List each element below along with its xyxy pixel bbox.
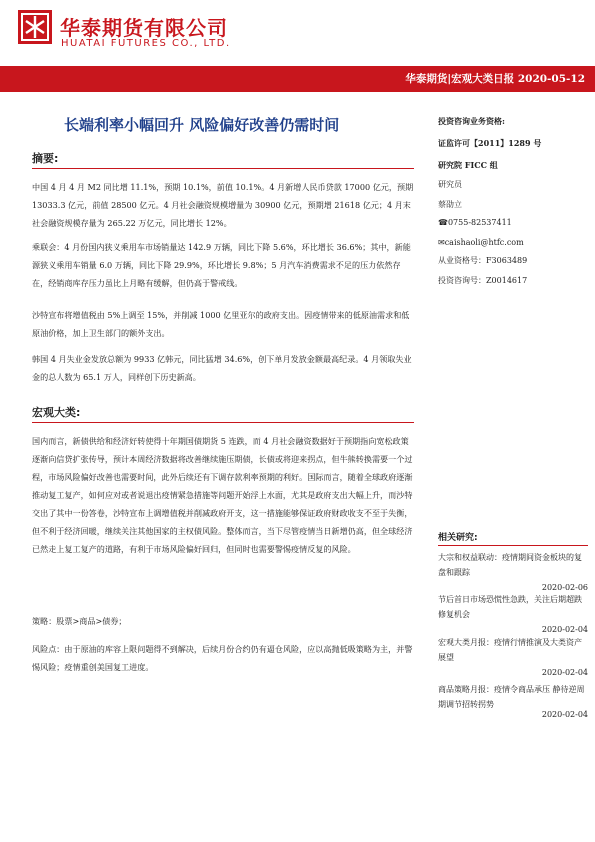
- sidebar-practice-id: 从业资格号：F3063489: [438, 256, 528, 265]
- summary-rule: [32, 168, 414, 169]
- related-item-title[interactable]: 宏观大类月报：疫情行情推演及大类资产展望: [438, 638, 582, 662]
- company-logo: [18, 10, 52, 44]
- summary-paragraph: 沙特宣布将增值税由 5%上调至 15%，并削减 1000 亿里亚尔的政府支出。因疫情带来的低原油需求和低原油价格，加上卫生部门的额外支出。: [32, 310, 410, 338]
- sidebar-team: 研究院 FICC 组: [438, 160, 498, 170]
- strategy-line: 策略：股票>商品>债券；: [32, 616, 127, 626]
- macro-rule: [32, 422, 414, 423]
- macro-paragraph: 国内而言，新债供给和经济好转使得十年期国债期货 5 连跌，而 4 月社会融资数据好于预期指向宽松政策逐渐向信贷扩张传导，预计本周经济数据将改善继续施压期债，长债或将迎来拐点，但牛熊转换需要一个过程，市场风险偏好改善也需要时间，此外后续还有下调存款利率预期的利好。国际而言，随着全球政府逐渐推动复工复产，如何应对或者说退出疫情紧急措施等问题开始浮上水面，尤其是政府支出大幅上升，而沙特交出了其中一份答卷，沙特宣布上调增值税并削减政府开支，这一措施能够保证政府财政收支不至于失衡，但不利于经济回暖，继续关注其他国家的主权债风险。整体而言，当下尽管疫情当日新增仍高，但全球经济已然走上复工复产的道路，有利于市场风险偏好回归，但同时也需要警惕疫情反复的风险。: [32, 436, 413, 554]
- summary-paragraph: 韩国 4 月失业金发放总额为 9933 亿韩元，同比猛增 34.6%，创下单月发放金额最高纪录。4 月领取失业金的总人数为 65.1 万人，同样创下历史新高。: [32, 354, 412, 382]
- summary-paragraph: 中国 4 月 4 月 M2 同比增 11.1%，预期 10.1%，前值 10.1%。4 月新增人民币贷款 17000 亿元，预期 13033.3 亿元，前值 28500 亿元。4 月社会融资规模增量为 30900 亿元，预期增 21618 亿元；4 月末社会融资规模存量为 265.22 万亿元，同比增长 12%。: [32, 182, 414, 228]
- report-type-date: 华泰期货|宏观大类日报 2020-05-12: [405, 73, 585, 85]
- related-heading: 相关研究:: [438, 533, 478, 543]
- macro-heading: 宏观大类:: [32, 406, 81, 419]
- sidebar-qualification-label: 投资咨询业务资格:: [438, 116, 505, 126]
- sidebar-researcher-name: 蔡劭立: [438, 200, 462, 209]
- company-name-en: HUATAI FUTURES CO., LTD.: [61, 38, 231, 49]
- report-title: 长端利率小幅回升 风险偏好改善仍需时间: [64, 116, 340, 134]
- sidebar-license: 证监许可【2011】1289 号: [438, 138, 542, 148]
- related-item-date: 2020-02-04: [541, 668, 588, 677]
- risk-paragraph: 风险点：由于原油的库容上限问题得不到解决，后续月份合约仍有逼仓风险，应以高抛低吸策略为主，并警惕风险；疫情重创美国复工进度。: [32, 644, 413, 672]
- related-item-title[interactable]: 大宗和权益联动：疫情期间资金板块的复盘和跟踪: [438, 553, 582, 577]
- related-item-title[interactable]: 商品策略月报：疫情令商品承压 静待逆周期调节招转拐势: [438, 685, 585, 709]
- logo-mark-icon: [18, 10, 52, 44]
- sidebar-advisory-id: 投资咨询号：Z0014617: [438, 276, 528, 285]
- summary-heading: 摘要:: [32, 152, 59, 165]
- related-item-date: 2020-02-06: [541, 583, 588, 592]
- related-item-title[interactable]: 节后首日市场恐慌性急跌，关注后期超跌修复机会: [438, 595, 582, 619]
- sidebar-phone: ☎0755-82537411: [438, 218, 512, 227]
- sidebar-researcher-label: 研究员: [438, 180, 462, 189]
- related-item-date: 2020-02-04: [541, 625, 588, 634]
- related-item-date: 2020-02-04: [541, 710, 588, 719]
- company-name-cn: 华泰期货有限公司: [60, 16, 228, 40]
- sidebar-email[interactable]: ✉caishaoli@htfc.com: [438, 238, 524, 247]
- related-rule: [438, 545, 588, 546]
- summary-paragraph: 乘联会：4 月份国内狭义乘用车市场销量达 142.9 万辆，同比下降 5.6%，环比增长 36.6%；其中，新能源狭义乘用车销量 6.0 万辆，同比下降 29.9%，环比增长 9.8%；5 月汽车消费需求不足的压力依然存在，经销商库存压力虽比上月略有缓解，但仍高于警戒线。: [32, 242, 411, 288]
